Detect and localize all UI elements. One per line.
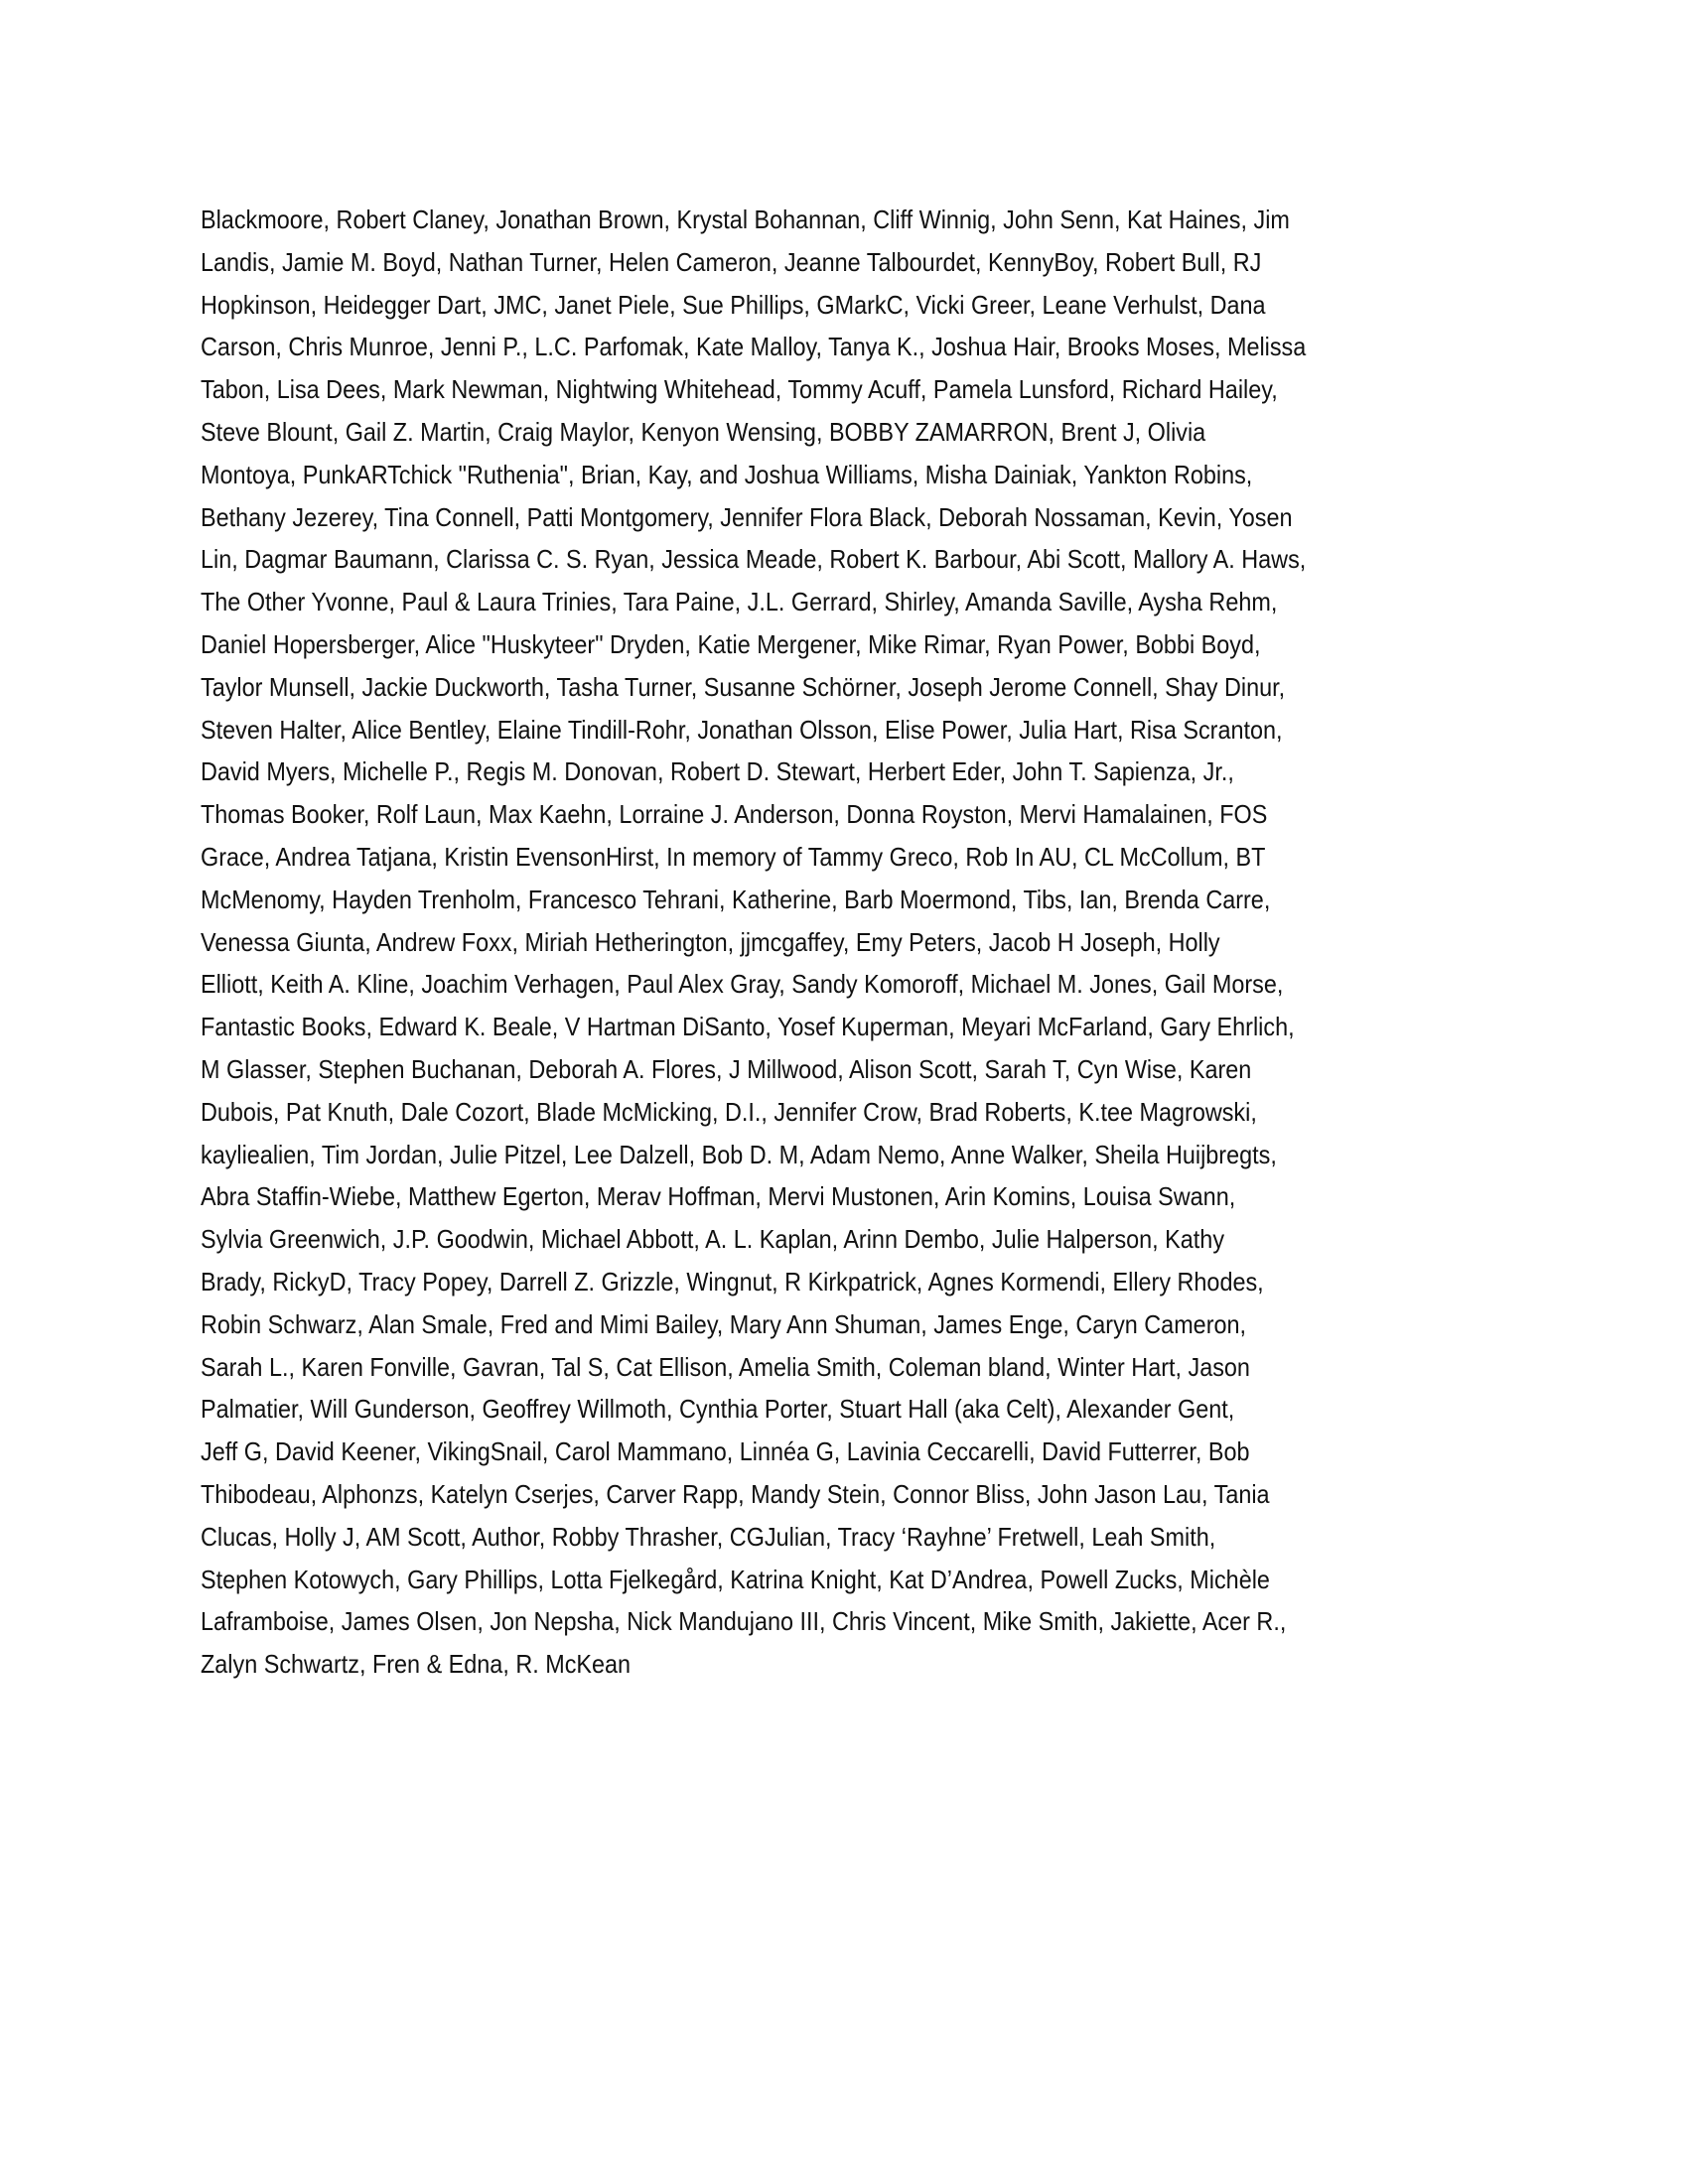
text-line: Grace, Andrea Tatjana, Kristin EvensonHirst, In memory of Tammy Greco, Rob In AU, CL McCollum, BT: [201, 841, 1266, 872]
text-line: Venessa Giunta, Andrew Foxx, Miriah Hetherington, jjmcgaffey, Emy Peters, Jacob H Joseph, Holly: [201, 926, 1220, 957]
text-line: Sarah L., Karen Fonville, Gavran, Tal S, Cat Ellison, Amelia Smith, Coleman bland, Winter Hart, Jason: [201, 1351, 1250, 1382]
text-line: Brady, RickyD, Tracy Popey, Darrell Z. Grizzle, Wingnut, R Kirkpatrick, Agnes Kormendi, Ellery Rhodes,: [201, 1266, 1264, 1297]
text-line: Montoya, PunkARTchick "Ruthenia", Brian, Kay, and Joshua Williams, Misha Dainiak, Yankton Robins,: [201, 459, 1253, 489]
text-line: Blackmoore, Robert Claney, Jonathan Brown, Krystal Bohannan, Cliff Winnig, John Senn, Kat Haines, Jim: [201, 205, 1290, 234]
text-line: The Other Yvonne, Paul & Laura Trinies, Tara Paine, J.L. Gerrard, Shirley, Amanda Saville, Aysha Rehm,: [201, 587, 1278, 617]
text-line: McMenomy, Hayden Trenholm, Francesco Tehrani, Katherine, Barb Moermond, Tibs, Ian, Brenda Carre,: [201, 884, 1271, 914]
text-line: Stephen Kotowych, Gary Phillips, Lotta Fjelkegård, Katrina Knight, Kat D’Andrea, Powell Zucks, Michèle: [201, 1564, 1270, 1594]
text-line: Abra Staffin-Wiebe, Matthew Egerton, Merav Hoffman, Mervi Mustonen, Arin Komins, Louisa Swann,: [201, 1181, 1236, 1212]
text-line: Thomas Booker, Rolf Laun, Max Kaehn, Lorraine J. Anderson, Donna Royston, Mervi Hamalainen, FOS: [201, 799, 1268, 830]
text-line: Elliott, Keith A. Kline, Joachim Verhagen, Paul Alex Gray, Sandy Komoroff, Michael M. Jones, Gail Morse,: [201, 969, 1284, 1000]
text-line: Lin, Dagmar Baumann, Clarissa C. S. Ryan, Jessica Meade, Robert K. Barbour, Abi Scott, Mallory A. Haws,: [201, 544, 1307, 575]
text-line: Zalyn Schwartz, Fren & Edna, R. McKean: [201, 1649, 632, 1680]
text-line: Robin Schwarz, Alan Smale, Fred and Mimi Bailey, Mary Ann Shuman, James Enge, Caryn Cameron,: [201, 1308, 1247, 1339]
text-line: Dubois, Pat Knuth, Dale Cozort, Blade McMicking, D.I., Jennifer Crow, Brad Roberts, K.tee Magrowski,: [201, 1096, 1257, 1127]
text-line: Clucas, Holly J, AM Scott, Author, Robby Thrasher, CGJulian, Tracy ‘Rayhne’ Fretwell, Leah Smith,: [201, 1521, 1216, 1552]
text-line: Landis, Jamie M. Boyd, Nathan Turner, Helen Cameron, Jeanne Talbourdet, KennyBoy, Robert Bull, RJ: [201, 246, 1262, 277]
text-line: Hopkinson, Heidegger Dart, JMC, Janet Piele, Sue Phillips, GMarkC, Vicki Greer, Leane Verhulst, Dana: [201, 289, 1266, 320]
text-line: Bethany Jezerey, Tina Connell, Patti Montgomery, Jennifer Flora Black, Deborah Nossaman, Kevin, Yosen: [201, 501, 1293, 532]
text-line: Steven Halter, Alice Bentley, Elaine Tindill-Rohr, Jonathan Olsson, Elise Power, Julia Hart, Risa Scranton,: [201, 714, 1283, 745]
text-line: Taylor Munsell, Jackie Duckworth, Tasha Turner, Susanne Schörner, Joseph Jerome Connell, Shay Dinur,: [201, 671, 1286, 702]
text-line: Jeff G, David Keener, VikingSnail, Carol Mammano, Linnéa G, Lavinia Ceccarelli, David Futterrer, Bob: [201, 1436, 1250, 1467]
name-list-paragraph: [201, 199, 1491, 1686]
text-line: Tabon, Lisa Dees, Mark Newman, Nightwing Whitehead, Tommy Acuff, Pamela Lunsford, Richard Hailey,: [201, 374, 1278, 405]
text-line: David Myers, Michelle P., Regis M. Donovan, Robert D. Stewart, Herbert Eder, John T. Sapienza, Jr.,: [201, 756, 1234, 787]
text-line: Palmatier, Will Gunderson, Geoffrey Willmoth, Cynthia Porter, Stuart Hall (aka Celt), Alexander Gent,: [201, 1394, 1235, 1425]
text-line: Fantastic Books, Edward K. Beale, V Hartman DiSanto, Yosef Kuperman, Meyari McFarland, Gary Ehrlich,: [201, 1012, 1295, 1042]
text-line: Steve Blount, Gail Z. Martin, Craig Maylor, Kenyon Wensing, BOBBY ZAMARRON, Brent J, Olivia: [201, 416, 1206, 447]
text-line: Thibodeau, Alphonzs, Katelyn Cserjes, Carver Rapp, Mandy Stein, Connor Bliss, John Jason Lau, Tania: [201, 1478, 1270, 1509]
text-line: Daniel Hopersberger, Alice "Huskyteer" Dryden, Katie Mergener, Mike Rimar, Ryan Power, Bobbi Boyd,: [201, 628, 1261, 659]
text-line: Laframboise, James Olsen, Jon Nepsha, Nick Mandujano III, Chris Vincent, Mike Smith, Jakiette, Acer R.,: [201, 1606, 1287, 1637]
text-line: Sylvia Greenwich, J.P. Goodwin, Michael Abbott, A. L. Kaplan, Arinn Dembo, Julie Halperson, Kathy: [201, 1224, 1225, 1255]
text-line: M Glasser, Stephen Buchanan, Deborah A. Flores, J Millwood, Alison Scott, Sarah T, Cyn Wise, Karen: [201, 1053, 1252, 1084]
text-line: Carson, Chris Munroe, Jenni P., L.C. Parfomak, Kate Malloy, Tanya K., Joshua Hair, Brooks Moses, Melissa: [201, 332, 1307, 362]
text-line: kayliealien, Tim Jordan, Julie Pitzel, Lee Dalzell, Bob D. M, Adam Nemo, Anne Walker, Sheila Huijbregts,: [201, 1139, 1277, 1169]
